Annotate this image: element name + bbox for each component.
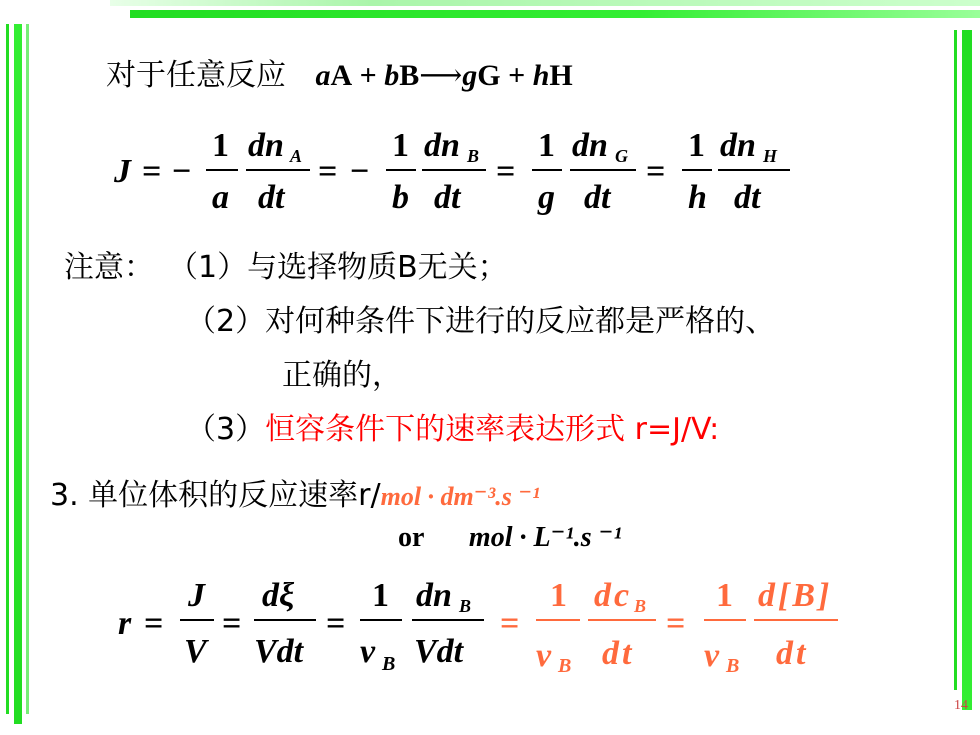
j-dn-h: dn [720, 127, 756, 164]
note-1 [64, 242, 508, 286]
r-dc: dc [594, 577, 633, 614]
j-dt-h: dt [734, 179, 761, 216]
r-J: J [188, 577, 205, 614]
reaction-equation: aA + bB⟶gG + hH [315, 59, 573, 92]
note-item-1: （1）与选择物质B无关； [168, 250, 508, 285]
j-dn-b: dn [424, 127, 460, 164]
r-eq-4: = [500, 605, 520, 642]
r-one-3: 1 [716, 577, 733, 614]
r-Vdt-2: Vdt [414, 633, 464, 670]
note-2-cont: 正确的， [282, 358, 402, 393]
section3-line [50, 470, 540, 514]
j-sub-a: A [290, 146, 303, 166]
j-minus-a: − [172, 153, 192, 190]
j-coef-b: b [392, 179, 409, 216]
j-coef-g: g [538, 179, 555, 216]
j-dt-g: dt [584, 179, 611, 216]
r-nu-2: ν [536, 637, 552, 674]
j-eq-3: = [496, 153, 516, 190]
j-one-b: 1 [392, 127, 409, 164]
note-3 [186, 404, 719, 448]
j-equation [110, 120, 810, 230]
j-one-g: 1 [538, 127, 555, 164]
r-equation [110, 572, 860, 682]
r-dxi: dξ [262, 577, 295, 614]
r-nu-3: ν [704, 637, 720, 674]
reaction-line [106, 50, 573, 94]
section3-or-line [398, 520, 622, 554]
r-Vdt-1: Vdt [254, 633, 304, 670]
left-bar-thin [6, 24, 9, 714]
or-label: or [398, 522, 424, 553]
right-bar-thin [954, 30, 957, 690]
note-2: （2）对何种条件下进行的反应都是严格的、 [186, 304, 776, 339]
r-nu-sub-2: B [558, 655, 572, 677]
r-dn: dn [416, 577, 452, 614]
j-coef-h: h [688, 179, 707, 216]
j-one-h: 1 [688, 127, 705, 164]
j-sub-b: B [467, 146, 480, 166]
j-one-a: 1 [212, 127, 229, 164]
j-dn-a: dn [248, 127, 284, 164]
j-lhs: J [114, 153, 131, 190]
r-nu-1: ν [360, 633, 376, 670]
j-eq-1: = [142, 153, 162, 190]
r-dn-sub: B [459, 596, 472, 616]
r-V: V [184, 633, 207, 670]
left-bar-main [14, 24, 22, 724]
top-bar-light [110, 0, 980, 6]
top-bar-main [130, 10, 980, 18]
r-one-1: 1 [372, 577, 389, 614]
r-dc-sub: B [634, 596, 647, 616]
j-coef-a: a [212, 179, 229, 216]
section3-unit2: mol · L⁻¹.s ⁻¹ [468, 522, 622, 553]
j-dt-a: dt [258, 179, 285, 216]
note-3-prefix: （3） [186, 412, 266, 447]
r-one-2: 1 [550, 577, 567, 614]
j-minus-b: − [350, 153, 370, 190]
section3-unit1: mol · dm⁻³.s ⁻¹ [380, 482, 540, 511]
r-eq-5: = [666, 605, 686, 642]
j-eq-2: = [318, 153, 338, 190]
note-3-red: 恒容条件下的速率表达形式 r=J/V: [265, 412, 720, 447]
right-bar-main [962, 30, 972, 710]
r-dt-1: dt [602, 635, 635, 672]
page-number: 14 [954, 698, 968, 713]
j-sub-h: H [763, 146, 778, 166]
left-bar-inner [26, 24, 29, 714]
r-eq-3: = [326, 605, 346, 642]
j-dt-b: dt [434, 179, 461, 216]
section3-title: 3. 单位体积的反应速率r/ [50, 478, 381, 513]
j-sub-g: G [615, 146, 628, 166]
r-lhs: r [118, 605, 132, 642]
j-eq-4: = [646, 153, 666, 190]
j-dn-g: dn [572, 127, 608, 164]
r-eq-2: = [222, 605, 242, 642]
r-dB: d[B] [758, 577, 833, 614]
note-label: 注意： [64, 250, 154, 285]
r-dt-2: dt [776, 635, 809, 672]
reaction-label: 对于任意反应 [106, 58, 286, 93]
r-nu-sub-1: B [382, 653, 396, 675]
r-eq-1: = [144, 605, 164, 642]
r-nu-sub-3: B [726, 655, 740, 677]
